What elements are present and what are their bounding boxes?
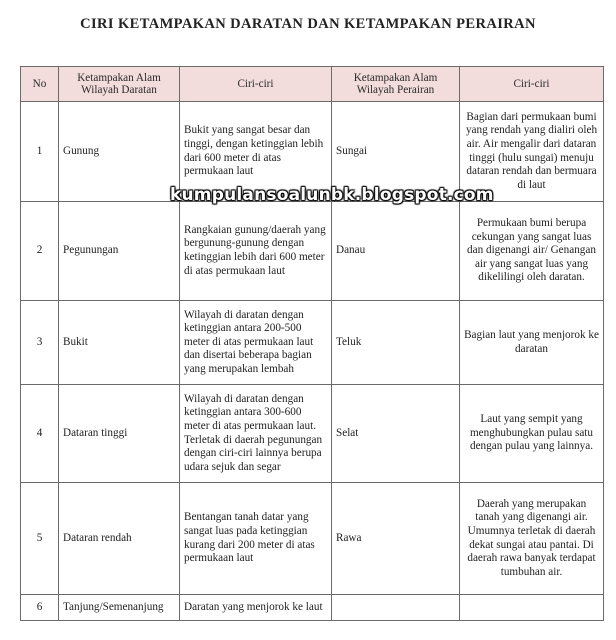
row-number: 1 [21, 102, 59, 202]
water-feature: Sungai [332, 102, 460, 202]
water-feature: Danau [332, 202, 460, 301]
land-traits: Wilayah di daratan dengan ketinggian antara 200-500 meter di atas permukaan laut dan disertai beberapa bagian yang merupakan lembah [180, 301, 332, 385]
water-traits [460, 595, 604, 621]
header-no: No [21, 67, 59, 102]
water-feature: Teluk [332, 301, 460, 385]
water-traits: Bagian laut yang menjorok ke daratan [460, 301, 604, 385]
land-traits: Rangkaian gunung/daerah yang bergunung-gunung dengan ketinggian lebih dari 600 meter di atas permukaan laut [180, 202, 332, 301]
land-feature: Dataran tinggi [59, 385, 180, 483]
land-traits: Wilayah di daratan dengan ketinggian antara 300-600 meter di atas permukaan laut. Terletak di daerah pegunungan dengan ciri-ciri lainnya berupa udara sejuk dan segar [180, 385, 332, 483]
water-feature: Selat [332, 385, 460, 483]
row-number: 6 [21, 595, 59, 621]
land-feature: Gunung [59, 102, 180, 202]
table-row [21, 301, 604, 385]
features-table [20, 66, 604, 621]
table-header-row [21, 67, 604, 102]
table-row [21, 483, 604, 595]
watermark-url: kumpulansoalunbk.blogspot.com [170, 185, 494, 205]
water-feature [332, 595, 460, 621]
header-land-traits: Ciri-ciri [180, 67, 332, 102]
land-traits: Bentangan tanah datar yang sangat luas pada ketinggian kurang dari 200 meter di atas permukaan laut [180, 483, 332, 595]
land-traits: Bukit yang sangat besar dan tinggi, dengan ketinggian lebih dari 600 meter di atas permukaan laut [180, 102, 332, 202]
row-number: 3 [21, 301, 59, 385]
header-land: Ketampakan Alam Wilayah Daratan [59, 67, 180, 102]
row-number: 5 [21, 483, 59, 595]
water-traits: Daerah yang merupakan tanah yang digenangi air. Umumnya terletak di daerah dekat sungai atau pantai. Di daerah rawa banyak terdapat tumbuhan air. [460, 483, 604, 595]
header-water-traits: Ciri-ciri [460, 67, 604, 102]
table-row [21, 202, 604, 301]
table-row [21, 385, 604, 483]
water-feature: Rawa [332, 483, 460, 595]
row-number: 4 [21, 385, 59, 483]
row-number: 2 [21, 202, 59, 301]
land-feature: Dataran rendah [59, 483, 180, 595]
land-feature: Bukit [59, 301, 180, 385]
land-traits: Daratan yang menjorok ke laut [180, 595, 332, 621]
water-traits: Permukaan bumi berupa cekungan yang sangat luas dan digenangi air/ Genangan air yang sangat luas yang dikelilingi oleh daratan. [460, 202, 604, 301]
header-water: Ketampakan Alam Wilayah Perairan [332, 67, 460, 102]
page-title: CIRI KETAMPAKAN DARATAN DAN KETAMPAKAN PERAIRAN [80, 16, 536, 32]
water-traits: Bagian dari permukaan bumi yang rendah yang dialiri oleh air. Air mengalir dari dataran tinggi (hulu sungai) menuju dataran rendah dan bermuara di laut [460, 102, 604, 202]
land-feature: Tanjung/Semenanjung [59, 595, 180, 621]
table-row [21, 595, 604, 621]
land-feature: Pegunungan [59, 202, 180, 301]
water-traits: Laut yang sempit yang menghubungkan pulau satu dengan pulau yang lainnya. [460, 385, 604, 483]
